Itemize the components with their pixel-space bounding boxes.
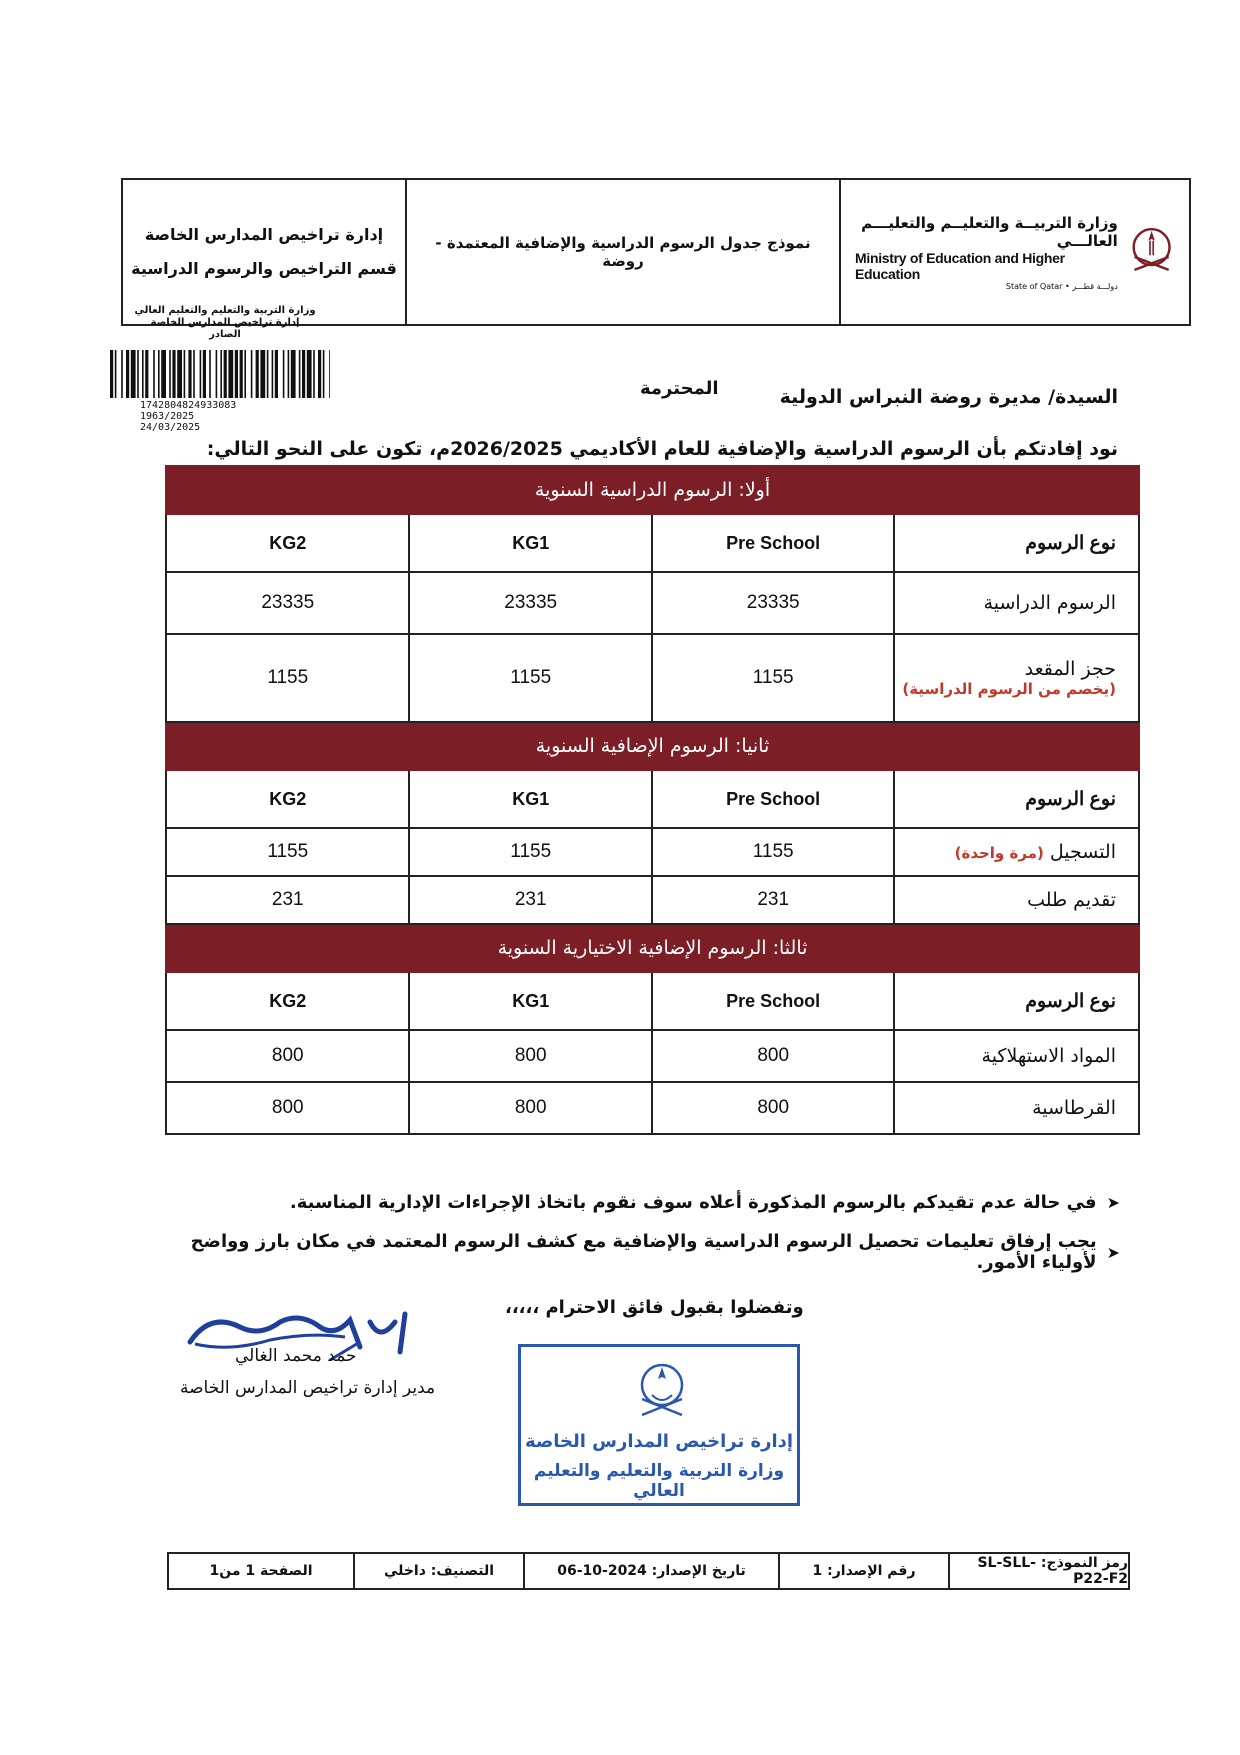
barcode-bar	[244, 350, 246, 398]
ministry-logo-block	[839, 180, 1189, 324]
barcode-bar	[188, 350, 191, 398]
section-title: أولا: الرسوم الدراسية السنوية	[166, 466, 1139, 514]
col-kg2: KG2	[166, 514, 409, 572]
col-kg1: KG1	[409, 770, 651, 828]
barcode-bar	[110, 350, 113, 398]
barcode-bar	[240, 350, 243, 398]
form-title: نموذج جدول الرسوم الدراسية والإضافية المعتمدة - روضة	[405, 180, 839, 324]
document-header	[121, 178, 1191, 326]
barcode-bar	[260, 350, 265, 398]
document-footer	[167, 1552, 1130, 1590]
note-text: في حالة عدم تقيدكم بالرسوم المذكورة أعلاه سوف نقوم باتخاذ الإجراءات الإدارية المناسبة.	[289, 1192, 1097, 1213]
barcode-bar	[288, 350, 290, 398]
barcode-bar	[115, 350, 117, 398]
barcode-bar	[158, 350, 160, 398]
col-kg2: KG2	[166, 770, 409, 828]
outgoing-date: 24/03/2025	[140, 422, 201, 433]
cell-pre-school: 800	[652, 1030, 894, 1082]
row-note: (يخصم من الرسوم الدراسية)	[902, 680, 1116, 698]
cell-kg1: 23335	[409, 572, 651, 634]
barcode-bar	[131, 350, 136, 398]
barcode-bar	[251, 350, 253, 398]
row-label: القرطاسية	[894, 1082, 1139, 1134]
cell-kg2: 800	[166, 1030, 409, 1082]
barcode-bar	[267, 350, 269, 398]
barcode-bar	[302, 350, 305, 398]
col-pre-school: Pre School	[652, 770, 894, 828]
row-label-text: حجز المقعد	[1024, 658, 1116, 680]
cell-kg2: 800	[166, 1082, 409, 1134]
addressee: السيدة/ مديرة روضة النبراس الدولية	[779, 386, 1118, 408]
stamp-outgoing: الصادر	[209, 329, 241, 340]
cell-kg1: 800	[409, 1082, 651, 1134]
barcode-bar	[216, 350, 218, 398]
col-fee-type: نوع الرسوم	[894, 972, 1139, 1030]
barcode-bar	[323, 350, 325, 398]
barcode-bar	[224, 350, 227, 398]
stamp-department: إدارة تراخيص المدارس الخاصة	[524, 1431, 794, 1452]
row-label: تقديم طلب	[894, 876, 1139, 924]
col-fee-type: نوع الرسوم	[894, 514, 1139, 572]
barcode-bar	[209, 350, 211, 398]
section-title: ثالثا: الرسوم الإضافية الاختيارية السنوية	[166, 924, 1139, 972]
row-note: (مرة واحدة)	[954, 844, 1044, 862]
row-label-text: التسجيل	[1049, 841, 1116, 863]
row-label: الرسوم الدراسية	[894, 572, 1139, 634]
cell-pre-school: 231	[652, 876, 894, 924]
barcode	[110, 350, 330, 398]
cell-kg2: 1155	[166, 634, 409, 722]
col-pre-school: Pre School	[652, 514, 894, 572]
notes-list	[160, 1192, 1120, 1291]
barcode-number: 1742804824933083	[140, 400, 237, 411]
issue-date: تاريخ الإصدار: 2024-10-06	[523, 1554, 778, 1588]
section-header-optional-fees	[166, 924, 1139, 972]
handwritten-signature	[170, 1292, 470, 1382]
barcode-info	[140, 400, 236, 433]
classification: التصنيف: داخلي	[353, 1554, 523, 1588]
stamp-ministry: وزارة التربية والتعليم والتعليم العالي	[533, 1461, 785, 1501]
cell-kg1: 1155	[409, 634, 651, 722]
column-headers	[166, 972, 1139, 1030]
list-item	[160, 1231, 1120, 1273]
barcode-bar	[184, 350, 186, 398]
table-row	[166, 572, 1139, 634]
barcode-bar	[272, 350, 274, 398]
barcode-bar	[203, 350, 206, 398]
column-headers	[166, 514, 1139, 572]
page-number: الصفحة 1 من1	[209, 1563, 313, 1579]
qatar-emblem-icon	[632, 1357, 692, 1427]
barcode-bar	[329, 350, 330, 398]
department-name: إدارة تراخيص المدارس الخاصة	[144, 225, 384, 244]
ministry-name-ar: وزارة التربيــة والتعليــم والتعليـــم العالـــي	[861, 213, 1118, 250]
barcode-bar	[172, 350, 175, 398]
col-kg1: KG1	[409, 972, 651, 1030]
barcode-bar	[153, 350, 155, 398]
barcode-bar	[169, 350, 171, 398]
cell-kg2: 23335	[166, 572, 409, 634]
barcode-bar	[126, 350, 129, 398]
table-row	[166, 1030, 1139, 1082]
stamp-ministry: وزارة التربية والتعليم والتعليم العالي	[134, 305, 316, 316]
barcode-bar	[228, 350, 233, 398]
section-header-additional-fees	[166, 722, 1139, 770]
reference-number: 1963/2025	[140, 411, 195, 422]
closing-line: وتفضلوا بقبول فائق الاحترام ،،،،،	[505, 1297, 804, 1318]
respect-word: المحترمة	[640, 378, 719, 399]
arrow-bullet-icon: ➤	[1106, 1242, 1120, 1262]
outgoing-stamp-text	[120, 305, 330, 341]
barcode-bar	[256, 350, 259, 398]
barcode-bar	[299, 350, 301, 398]
intro-text: نود إفادتكم بأن الرسوم الدراسية والإضافية للعام الأكاديمي 2026/2025م، تكون على النحو التالي:	[206, 438, 1118, 460]
row-label: المواد الاستهلاكية	[894, 1030, 1139, 1082]
note-text: يجب إرفاق تعليمات تحصيل الرسوم الدراسية والإضافية مع كشف الرسوم المعتمد في مكان بارز وواضح لأولياء الأمور.	[190, 1231, 1097, 1273]
fees-table	[165, 465, 1140, 1135]
barcode-bar	[200, 350, 202, 398]
cell-kg1: 1155	[409, 828, 651, 876]
ministry-name-en: Ministry of Education and Higher Education	[855, 249, 1065, 282]
state-of-qatar: State of Qatar • دولـــة قطـــر	[1005, 281, 1118, 291]
department-block	[123, 180, 405, 324]
barcode-bar	[121, 350, 123, 398]
section-title: ثانيا: الرسوم الإضافية السنوية	[166, 722, 1139, 770]
cell-pre-school: 800	[652, 1082, 894, 1134]
cell-kg1: 231	[409, 876, 651, 924]
table-row	[166, 876, 1139, 924]
barcode-bar	[291, 350, 296, 398]
issue-number: رقم الإصدار: 1	[778, 1554, 948, 1588]
cell-kg2: 1155	[166, 828, 409, 876]
col-kg2: KG2	[166, 972, 409, 1030]
table-row	[166, 1082, 1139, 1134]
barcode-bar	[145, 350, 148, 398]
cell-pre-school: 1155	[652, 634, 894, 722]
row-label	[894, 634, 1139, 722]
table-row	[166, 634, 1139, 722]
stamp-department: إدارة تراخيص المدارس الخاصة	[150, 317, 300, 328]
cell-pre-school: 23335	[652, 572, 894, 634]
arrow-bullet-icon: ➤	[1106, 1193, 1120, 1212]
official-stamp	[518, 1344, 800, 1506]
barcode-bar	[283, 350, 285, 398]
signatory-title: مدير إدارة تراخيص المدارس الخاصة	[180, 1378, 436, 1398]
barcode-bar	[142, 350, 144, 398]
barcode-bar	[177, 350, 182, 398]
barcode-bar	[235, 350, 238, 398]
col-fee-type: نوع الرسوم	[894, 770, 1139, 828]
table-row	[166, 828, 1139, 876]
cell-kg2: 231	[166, 876, 409, 924]
cell-kg1: 800	[409, 1030, 651, 1082]
section-name: قسم التراخيص والرسوم الدراسية	[131, 259, 397, 278]
row-label	[894, 828, 1139, 876]
barcode-bar	[307, 350, 312, 398]
barcode-bar	[318, 350, 321, 398]
column-headers	[166, 770, 1139, 828]
list-item	[160, 1192, 1120, 1213]
barcode-bar	[137, 350, 139, 398]
qatar-emblem-icon	[1128, 216, 1175, 288]
barcode-bar	[193, 350, 195, 398]
barcode-bar	[161, 350, 166, 398]
section-header-annual-fees	[166, 466, 1139, 514]
col-pre-school: Pre School	[652, 972, 894, 1030]
col-kg1: KG1	[409, 514, 651, 572]
cell-pre-school: 1155	[652, 828, 894, 876]
form-code: رمز النموذج: SL-SLL-P22-F2	[948, 1554, 1128, 1588]
signatory-name: حمد محمد الغالي	[235, 1346, 357, 1366]
barcode-bar	[313, 350, 315, 398]
barcode-bar	[275, 350, 278, 398]
barcode-bar	[220, 350, 222, 398]
